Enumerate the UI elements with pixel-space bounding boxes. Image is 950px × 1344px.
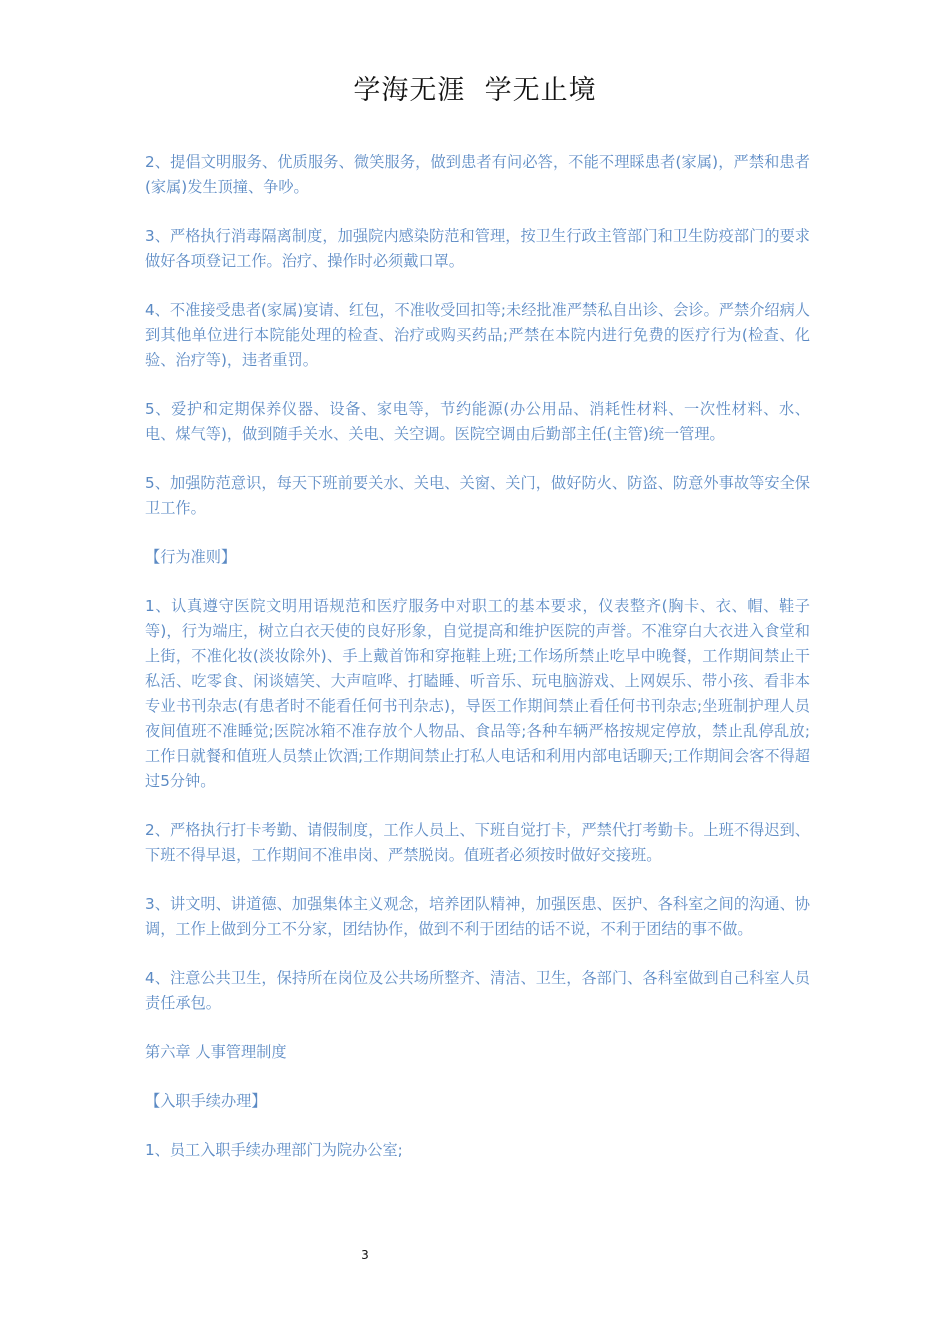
paragraph-rule-4: 4、不准接受患者(家属)宴请、红包，不准收受回扣等;未经批准严禁私自出诊、会诊。严禁介绍病人到其他单位进行本院能处理的检查、治疗或购买药品;严禁在本院内进行免费的医疗行为(检查、化验、治疗等)，违者重罚。	[145, 301, 810, 369]
paragraph-rule-5b: 5、加强防范意识，每天下班前要关水、关电、关窗、关门，做好防火、防盗、防意外事故等安全保卫工作。	[145, 474, 810, 517]
page-number: 3	[361, 1248, 369, 1262]
paragraph-onboarding-1: 1、员工入职手续办理部门为院办公室;	[145, 1141, 403, 1159]
document-body	[145, 150, 810, 1187]
chapter-heading: 第六章 人事管理制度	[145, 1043, 287, 1061]
section-heading-onboarding: 【入职手续办理】	[145, 1092, 267, 1110]
paragraph-conduct-3: 3、讲文明、讲道德、加强集体主义观念，培养团队精神，加强医患、医护、各科室之间的沟通、协调，工作上做到分工不分家，团结协作，做到不利于团结的话不说，不利于团结的事不做。	[145, 895, 810, 938]
page-header-title: 学海无涯 学无止境	[353, 75, 597, 106]
paragraph-rule-5: 5、爱护和定期保养仪器、设备、家电等，节约能源(办公用品、消耗性材料、一次性材料、水、电、煤气等)，做到随手关水、关电、关空调。医院空调由后勤部主任(主管)统一管理。	[145, 400, 810, 443]
paragraph-rule-3: 3、严格执行消毒隔离制度，加强院内感染防范和管理，按卫生行政主管部门和卫生防疫部门的要求做好各项登记工作。治疗、操作时必须戴口罩。	[145, 227, 810, 270]
paragraph-rule-2: 2、提倡文明服务、优质服务、微笑服务，做到患者有问必答，不能不理睬患者(家属)，严禁和患者(家属)发生顶撞、争吵。	[145, 153, 810, 196]
paragraph-conduct-2: 2、严格执行打卡考勤、请假制度，工作人员上、下班自觉打卡，严禁代打考勤卡。上班不得迟到、下班不得早退，工作期间不准串岗、严禁脱岗。值班者必须按时做好交接班。	[145, 821, 810, 864]
paragraph-conduct-1: 1、认真遵守医院文明用语规范和医疗服务中对职工的基本要求，仪表整齐(胸卡、衣、帽、鞋子等)，行为端庄，树立白衣天使的良好形象，自觉提高和维护医院的声誉。不准穿白大衣进入食堂和上街，不准化妆(淡妆除外)、手上戴首饰和穿拖鞋上班;工作场所禁止吃早中晚餐，工作期间禁止干私活、吃零食、闲谈嬉笑、大声喧哗、打瞌睡、听音乐、玩电脑游戏、上网娱乐、带小孩、看非本专业书刊杂志(有患者时不能看任何书刊杂志)，导医工作期间禁止看任何书刊杂志;坐班制护理人员夜间值班不准睡觉;医院冰箱不准存放个人物品、食品等;各种车辆严格按规定停放，禁止乱停乱放;工作日就餐和值班人员禁止饮酒;工作期间禁止打私人电话和利用内部电话聊天;工作期间会客不得超过5分钟。	[145, 597, 810, 790]
paragraph-conduct-4: 4、注意公共卫生，保持所在岗位及公共场所整齐、清洁、卫生，各部门、各科室做到自己科室人员责任承包。	[145, 969, 810, 1012]
section-heading-conduct: 【行为准则】	[145, 548, 237, 566]
